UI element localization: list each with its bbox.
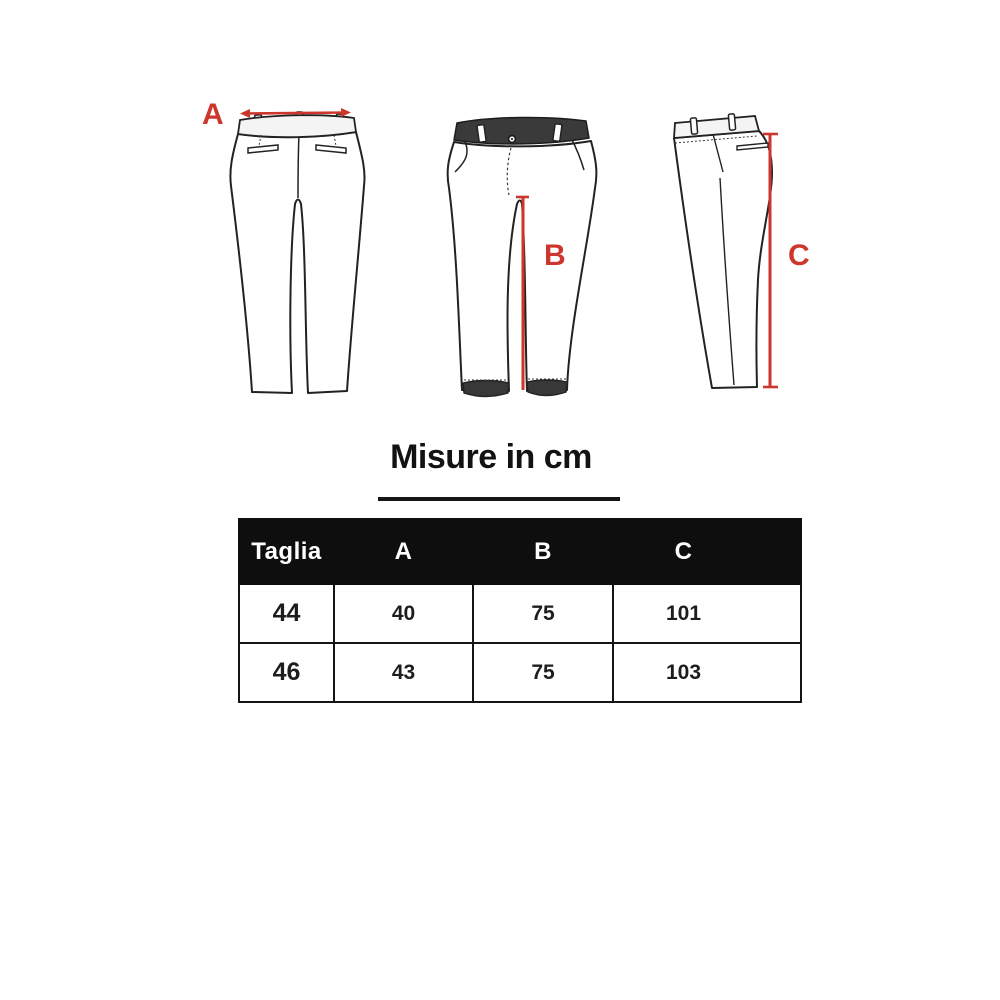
pants-back-view-figure	[213, 98, 381, 410]
cell-44-b: 75	[473, 584, 613, 643]
header-taglia: Taglia	[239, 519, 334, 584]
header-c: C	[613, 519, 801, 584]
header-a: A	[334, 519, 473, 584]
cell-taglia-44: 44	[239, 584, 334, 643]
waist-button-center	[511, 138, 513, 140]
pants-front-view-drawing	[443, 98, 605, 410]
header-b: B	[473, 519, 613, 584]
pants-back-view-drawing	[213, 98, 381, 410]
waistband	[454, 117, 589, 143]
cell-46-c: 103	[613, 643, 801, 702]
cell-46-b: 75	[473, 643, 613, 702]
measure-label-b: B	[544, 239, 566, 272]
cell-taglia-46: 46	[239, 643, 334, 702]
cell-44-a: 40	[334, 584, 473, 643]
measure-label-c: C	[788, 239, 810, 272]
waistband	[238, 115, 356, 137]
leg-hems	[463, 380, 567, 397]
pants-front-view-figure	[443, 98, 605, 410]
table-row-size-44	[239, 584, 801, 643]
size-table-header-row	[239, 519, 801, 584]
measure-label-a: A	[202, 98, 224, 131]
cell-44-c: 101	[613, 584, 801, 643]
cell-46-a: 43	[334, 643, 473, 702]
page-title: Misure in cm	[390, 438, 592, 476]
size-table	[238, 518, 802, 703]
table-row-size-46	[239, 643, 801, 702]
title-underline	[378, 497, 620, 501]
